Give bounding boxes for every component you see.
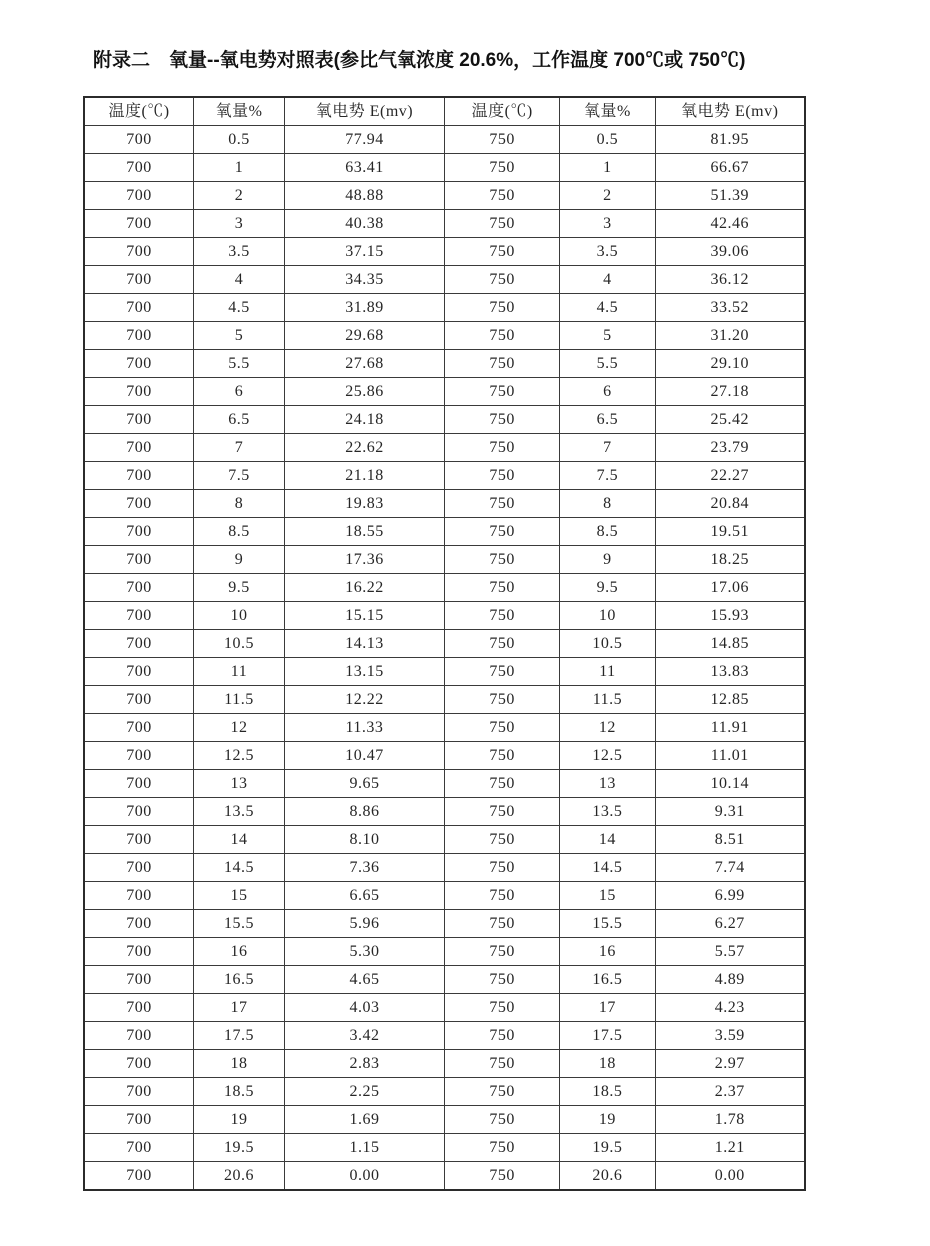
table-cell: 18.5 [560,1078,655,1106]
table-cell: 25.86 [284,378,444,406]
table-cell: 4 [194,266,285,294]
table-cell: 700 [84,770,194,798]
table-row [84,882,805,910]
table-cell: 700 [84,294,194,322]
table-cell: 16.5 [194,966,285,994]
table-cell: 15.5 [560,910,655,938]
table-cell: 13.15 [284,658,444,686]
table-cell: 15 [560,882,655,910]
table-cell: 11.01 [655,742,805,770]
table-cell: 10.47 [284,742,444,770]
table-row [84,1078,805,1106]
table-cell: 750 [444,1078,559,1106]
table-cell: 750 [444,574,559,602]
table-cell: 750 [444,1162,559,1191]
table-cell: 5 [194,322,285,350]
table-cell: 33.52 [655,294,805,322]
table-cell: 700 [84,994,194,1022]
table-row [84,546,805,574]
table-cell: 8.10 [284,826,444,854]
table-cell: 700 [84,630,194,658]
table-cell: 700 [84,462,194,490]
table-cell: 700 [84,1134,194,1162]
table-cell: 700 [84,126,194,154]
table-cell: 15.15 [284,602,444,630]
table-cell: 10 [560,602,655,630]
table-cell: 10.5 [560,630,655,658]
table-cell: 36.12 [655,266,805,294]
table-cell: 81.95 [655,126,805,154]
table-cell: 14 [560,826,655,854]
table-cell: 24.18 [284,406,444,434]
table-cell: 750 [444,742,559,770]
table-cell: 29.10 [655,350,805,378]
page-title: 附录二 氧量--氧电势对照表(参比气氧浓度 20.6%，工作温度 700℃或 750℃) [93,50,746,71]
table-cell: 9 [194,546,285,574]
table-cell: 750 [444,798,559,826]
table-row [84,490,805,518]
table-cell: 3.5 [194,238,285,266]
table-cell: 0.00 [284,1162,444,1191]
table-row [84,742,805,770]
table-row [84,350,805,378]
table-cell: 8 [560,490,655,518]
table-cell: 40.38 [284,210,444,238]
table-cell: 19.5 [194,1134,285,1162]
table-cell: 14.85 [655,630,805,658]
table-cell: 1.21 [655,1134,805,1162]
table-cell: 3 [560,210,655,238]
table-cell: 8.5 [560,518,655,546]
table-cell: 39.06 [655,238,805,266]
table-cell: 18 [560,1050,655,1078]
table-cell: 11 [194,658,285,686]
table-cell: 700 [84,854,194,882]
table-cell: 750 [444,210,559,238]
table-cell: 700 [84,1022,194,1050]
table-cell: 0.5 [194,126,285,154]
table-cell: 750 [444,154,559,182]
table-cell: 17.5 [560,1022,655,1050]
table-cell: 700 [84,546,194,574]
table-cell: 5.57 [655,938,805,966]
table-cell: 5.5 [194,350,285,378]
table-cell: 11.33 [284,714,444,742]
table-cell: 750 [444,182,559,210]
table-cell: 750 [444,1050,559,1078]
table-cell: 7.36 [284,854,444,882]
table-cell: 7 [194,434,285,462]
table-cell: 4.5 [560,294,655,322]
table-cell: 37.15 [284,238,444,266]
table-cell: 700 [84,714,194,742]
table-cell: 750 [444,826,559,854]
table-cell: 2.97 [655,1050,805,1078]
table-cell: 19.51 [655,518,805,546]
table-cell: 700 [84,882,194,910]
table-cell: 14 [194,826,285,854]
table-cell: 22.27 [655,462,805,490]
table-cell: 3 [194,210,285,238]
table-cell: 750 [444,1134,559,1162]
table-row [84,602,805,630]
table-cell: 42.46 [655,210,805,238]
table-cell: 750 [444,1106,559,1134]
table-cell: 15.5 [194,910,285,938]
table-cell: 19.83 [284,490,444,518]
table-cell: 20.6 [194,1162,285,1191]
table-cell: 750 [444,630,559,658]
table-cell: 22.62 [284,434,444,462]
table-cell: 6.99 [655,882,805,910]
table-header-row [84,97,805,126]
table-cell: 13 [560,770,655,798]
table-cell: 15.93 [655,602,805,630]
header-temperature-700: 温度(℃) [84,97,194,126]
table-cell: 750 [444,602,559,630]
table-cell: 700 [84,742,194,770]
table-cell: 7.5 [194,462,285,490]
table-cell: 17 [194,994,285,1022]
table-cell: 750 [444,378,559,406]
table-cell: 11.91 [655,714,805,742]
table-cell: 2 [194,182,285,210]
table-cell: 750 [444,882,559,910]
table-row [84,826,805,854]
table-row [84,1022,805,1050]
table-cell: 5.96 [284,910,444,938]
table-cell: 750 [444,126,559,154]
table-row [84,994,805,1022]
table-cell: 750 [444,434,559,462]
table-cell: 700 [84,154,194,182]
table-cell: 15 [194,882,285,910]
table-cell: 700 [84,378,194,406]
table-row [84,798,805,826]
table-cell: 3.42 [284,1022,444,1050]
table-cell: 750 [444,238,559,266]
table-cell: 12.85 [655,686,805,714]
table-cell: 750 [444,966,559,994]
table-row [84,406,805,434]
table-row [84,210,805,238]
table-cell: 9 [560,546,655,574]
table-cell: 750 [444,938,559,966]
table-cell: 10 [194,602,285,630]
table-cell: 0.00 [655,1162,805,1191]
table-cell: 25.42 [655,406,805,434]
table-cell: 750 [444,770,559,798]
table-cell: 1 [560,154,655,182]
table-cell: 6 [194,378,285,406]
table-row [84,462,805,490]
table-row [84,658,805,686]
table-cell: 750 [444,462,559,490]
table-cell: 8.86 [284,798,444,826]
table-cell: 750 [444,658,559,686]
table-row [84,938,805,966]
table-cell: 750 [444,546,559,574]
table-cell: 10.14 [655,770,805,798]
table-row [84,182,805,210]
table-cell: 700 [84,490,194,518]
table-cell: 4.89 [655,966,805,994]
table-row [84,266,805,294]
table-cell: 700 [84,910,194,938]
table-cell: 16.5 [560,966,655,994]
table-cell: 750 [444,406,559,434]
table-cell: 1.69 [284,1106,444,1134]
table-cell: 8 [194,490,285,518]
table-cell: 31.89 [284,294,444,322]
table-cell: 700 [84,798,194,826]
table-cell: 18 [194,1050,285,1078]
header-oxygen-percent-750: 氧量% [560,97,655,126]
table-row [84,322,805,350]
table-cell: 12 [560,714,655,742]
table-cell: 34.35 [284,266,444,294]
table-cell: 29.68 [284,322,444,350]
table-cell: 21.18 [284,462,444,490]
table-row [84,1050,805,1078]
table-row [84,378,805,406]
table-cell: 700 [84,322,194,350]
table-cell: 5.5 [560,350,655,378]
table-cell: 1.78 [655,1106,805,1134]
table-cell: 5.30 [284,938,444,966]
table-row [84,686,805,714]
table-cell: 700 [84,406,194,434]
table-cell: 700 [84,1162,194,1191]
table-row [84,1134,805,1162]
table-cell: 11.5 [194,686,285,714]
table-row [84,714,805,742]
table-cell: 700 [84,1050,194,1078]
table-cell: 750 [444,322,559,350]
table-cell: 4 [560,266,655,294]
table-cell: 750 [444,686,559,714]
table-cell: 750 [444,994,559,1022]
table-cell: 0.5 [560,126,655,154]
table-cell: 4.5 [194,294,285,322]
table-cell: 6.27 [655,910,805,938]
table-cell: 700 [84,266,194,294]
table-body [84,126,805,1191]
table-cell: 6.5 [194,406,285,434]
table-cell: 48.88 [284,182,444,210]
header-oxygen-percent-700: 氧量% [194,97,285,126]
header-temperature-750: 温度(℃) [444,97,559,126]
table-cell: 2.25 [284,1078,444,1106]
table-cell: 19 [194,1106,285,1134]
table-cell: 12.5 [560,742,655,770]
table-cell: 31.20 [655,322,805,350]
table-cell: 20.6 [560,1162,655,1191]
table-cell: 4.23 [655,994,805,1022]
table-cell: 13.83 [655,658,805,686]
table-cell: 13.5 [560,798,655,826]
table-cell: 750 [444,266,559,294]
table-cell: 750 [444,714,559,742]
table-cell: 13 [194,770,285,798]
table-cell: 750 [444,518,559,546]
table-row [84,966,805,994]
table-cell: 27.68 [284,350,444,378]
table-cell: 1 [194,154,285,182]
table-cell: 700 [84,966,194,994]
table-cell: 17.06 [655,574,805,602]
table-cell: 5 [560,322,655,350]
table-cell: 17 [560,994,655,1022]
table-cell: 11.5 [560,686,655,714]
table-row [84,574,805,602]
table-cell: 14.13 [284,630,444,658]
table-cell: 14.5 [560,854,655,882]
table-cell: 700 [84,210,194,238]
table-cell: 18.5 [194,1078,285,1106]
table-cell: 11 [560,658,655,686]
table-cell: 18.25 [655,546,805,574]
table-cell: 3.59 [655,1022,805,1050]
table-cell: 1.15 [284,1134,444,1162]
table-cell: 20.84 [655,490,805,518]
table-cell: 9.65 [284,770,444,798]
table-row [84,294,805,322]
table-cell: 4.03 [284,994,444,1022]
table-cell: 17.5 [194,1022,285,1050]
table-cell: 750 [444,910,559,938]
table-cell: 700 [84,826,194,854]
table-row [84,154,805,182]
table-cell: 4.65 [284,966,444,994]
table-cell: 700 [84,434,194,462]
table-cell: 750 [444,350,559,378]
table-cell: 8.5 [194,518,285,546]
table-cell: 2 [560,182,655,210]
table-cell: 700 [84,574,194,602]
table-cell: 9.5 [560,574,655,602]
table-cell: 700 [84,658,194,686]
table-row [84,126,805,154]
table-cell: 16 [194,938,285,966]
table-cell: 19 [560,1106,655,1134]
table-cell: 6.65 [284,882,444,910]
table-cell: 750 [444,1022,559,1050]
table-cell: 700 [84,602,194,630]
table-cell: 750 [444,294,559,322]
table-row [84,1162,805,1191]
table-row [84,910,805,938]
table-row [84,854,805,882]
table-cell: 63.41 [284,154,444,182]
table-cell: 17.36 [284,546,444,574]
table-cell: 750 [444,854,559,882]
table-cell: 7.74 [655,854,805,882]
table-cell: 750 [444,490,559,518]
table-cell: 2.37 [655,1078,805,1106]
table-cell: 9.31 [655,798,805,826]
table-row [84,434,805,462]
table-cell: 16.22 [284,574,444,602]
table-row [84,630,805,658]
table-cell: 700 [84,1078,194,1106]
oxygen-potential-table [83,96,806,1191]
table-cell: 77.94 [284,126,444,154]
table-cell: 700 [84,182,194,210]
table-cell: 700 [84,518,194,546]
table-cell: 18.55 [284,518,444,546]
table-cell: 700 [84,350,194,378]
header-oxygen-potential-750: 氧电势 E(mv) [655,97,805,126]
table-cell: 700 [84,938,194,966]
header-oxygen-potential-700: 氧电势 E(mv) [284,97,444,126]
table-row [84,518,805,546]
table-cell: 8.51 [655,826,805,854]
table-cell: 12 [194,714,285,742]
table-row [84,238,805,266]
table-cell: 700 [84,686,194,714]
table-cell: 9.5 [194,574,285,602]
table-cell: 12.22 [284,686,444,714]
table-cell: 6.5 [560,406,655,434]
table-row [84,770,805,798]
table-cell: 12.5 [194,742,285,770]
table-cell: 66.67 [655,154,805,182]
table-cell: 16 [560,938,655,966]
table-cell: 19.5 [560,1134,655,1162]
table-cell: 700 [84,1106,194,1134]
table-cell: 7 [560,434,655,462]
table-row [84,1106,805,1134]
table-cell: 27.18 [655,378,805,406]
table-cell: 6 [560,378,655,406]
table-cell: 2.83 [284,1050,444,1078]
table-cell: 7.5 [560,462,655,490]
table-cell: 3.5 [560,238,655,266]
table-cell: 10.5 [194,630,285,658]
table-cell: 23.79 [655,434,805,462]
table-cell: 51.39 [655,182,805,210]
table-cell: 700 [84,238,194,266]
table-cell: 14.5 [194,854,285,882]
table-cell: 13.5 [194,798,285,826]
